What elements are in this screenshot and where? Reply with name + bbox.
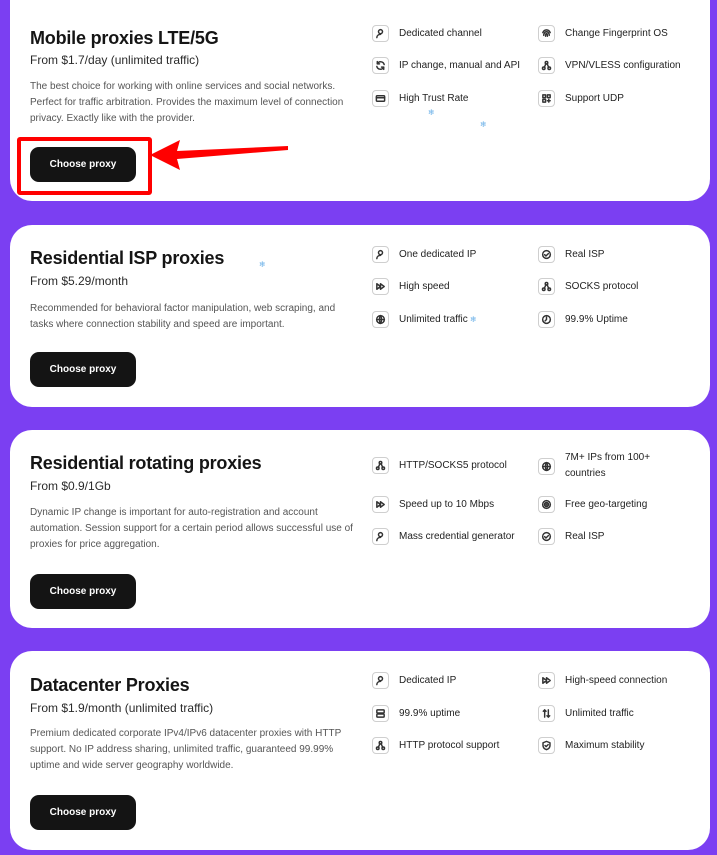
fast-forward-icon [372, 278, 389, 295]
feature-item: 99.9% Uptime [538, 311, 685, 328]
red-arrow-icon [150, 138, 295, 172]
card-title: Mobile proxies LTE/5G [30, 28, 219, 48]
snowflake-icon: ❄ [428, 108, 435, 117]
card-icon [372, 90, 389, 107]
feature-item: High Trust Rate [372, 90, 468, 107]
card-price: From $1.7/day (unlimited traffic) [30, 53, 200, 67]
globe-icon [538, 458, 555, 475]
feature-item: Speed up to 10 Mbps [372, 496, 494, 513]
fingerprint-icon [538, 25, 555, 42]
refresh-icon [372, 57, 389, 74]
card-datacenter [10, 651, 710, 850]
network-icon [538, 57, 555, 74]
user-icon [372, 246, 389, 263]
feature-item: Maximum stability [538, 737, 685, 754]
card-price: From $0.9/1Gb [30, 479, 111, 493]
card-title: Datacenter Proxies [30, 675, 190, 695]
card-price: From $5.29/month [30, 274, 129, 288]
fast-forward-icon [372, 496, 389, 513]
server-icon [372, 705, 389, 722]
globe-icon [372, 311, 389, 328]
feature-item: High speed [372, 278, 450, 295]
snowflake-icon: ❄ [259, 260, 266, 269]
clock-icon [538, 311, 555, 328]
feature-item: SOCKS protocol [538, 278, 685, 295]
card-residential-isp [10, 225, 710, 407]
feature-item: Unlimited traffic [372, 311, 468, 328]
feature-item: 99.9% uptime [372, 705, 460, 722]
feature-item: Unlimited traffic [538, 705, 685, 722]
card-title: Residential ISP proxies [30, 248, 225, 268]
user-icon [372, 528, 389, 545]
arrows-updown-icon [538, 705, 555, 722]
check-circle-icon [538, 246, 555, 263]
feature-item: Dedicated channel [372, 25, 482, 42]
check-circle-icon [538, 528, 555, 545]
feature-item: HTTP protocol support [372, 737, 499, 754]
network-icon [538, 278, 555, 295]
snowflake-icon: ❄ [470, 315, 477, 324]
choose-proxy-button[interactable]: Choose proxy [30, 147, 136, 182]
feature-item: IP change, manual and API [372, 57, 520, 74]
card-description: Recommended for behavioral factor manipulation, web scraping, and tasks where connection stability and speed are important. [30, 303, 336, 330]
feature-item: Mass credential generator [372, 528, 515, 545]
user-icon [372, 25, 389, 42]
target-icon [538, 496, 555, 513]
nodes-icon [538, 90, 555, 107]
choose-proxy-button[interactable]: Choose proxy [30, 352, 136, 387]
feature-item: Real ISP [538, 528, 685, 545]
card-residential-rotating [10, 430, 710, 628]
choose-proxy-button[interactable]: Choose proxy [30, 795, 136, 830]
feature-item: VPN/VLESS configuration [538, 57, 685, 74]
card-price: From $1.9/month (unlimited traffic) [30, 701, 214, 715]
feature-item: Free geo-targeting [538, 496, 685, 513]
snowflake-icon: ❄ [480, 120, 487, 129]
card-title: Residential rotating proxies [30, 453, 262, 473]
feature-item: 7M+ IPs from 100+ countries [538, 450, 685, 482]
network-icon [372, 457, 389, 474]
network-icon [372, 737, 389, 754]
shield-check-icon [538, 737, 555, 754]
card-description: Premium dedicated corporate IPv4/IPv6 datacenter proxies with HTTP support. No IP address sharing, unlimited traffic, guaranteed 99.99% uptime and wide server geography worldwide. [30, 728, 342, 771]
fast-forward-icon [538, 672, 555, 689]
card-description: The best choice for working with online services and social networks. Perfect for traffic arbitration. Provides the maximum level of connection privacy. Exactly like with the provider. [30, 81, 344, 124]
feature-item: Change Fingerprint OS [538, 25, 685, 42]
feature-item: High-speed connection [538, 672, 685, 689]
card-description: Dynamic IP change is important for auto-registration and account automation. Session support for a certain period allows successful use of proxies for price aggregation. [30, 507, 353, 550]
choose-proxy-button[interactable]: Choose proxy [30, 574, 136, 609]
red-highlight-box [17, 137, 152, 195]
feature-item: One dedicated IP [372, 246, 476, 263]
feature-item: Real ISP [538, 246, 685, 263]
user-icon [372, 672, 389, 689]
feature-item: Support UDP [538, 90, 685, 107]
feature-item: Dedicated IP [372, 672, 456, 689]
feature-item: HTTP/SOCKS5 protocol [372, 457, 507, 474]
